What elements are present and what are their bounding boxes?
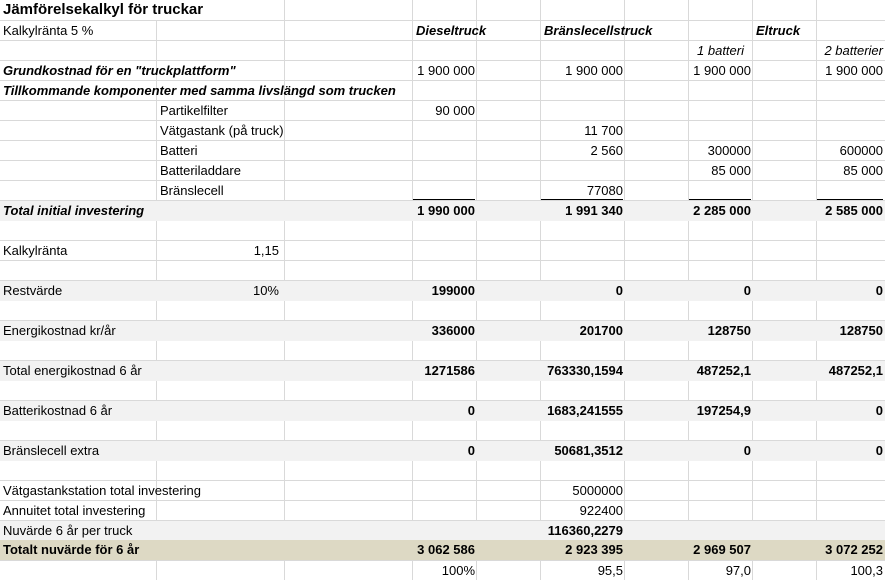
value-branslecell-extra-el2: 0 (875, 443, 883, 458)
row-label-tillkommande: Tillkommande komponenter med samma livslängd som trucken (3, 83, 396, 98)
value-totalt-nuvarde-bransle: 2 923 395 (565, 542, 623, 557)
value-totalt-nuvarde-el2: 3 072 252 (825, 542, 883, 557)
value-total-initial-diesel: 1 990 000 (417, 203, 475, 218)
value-vatgastank-bransle: 11 700 (584, 123, 623, 138)
value-restvarde-bransle: 0 (615, 283, 623, 298)
row-label-branslecell: Bränslecell (160, 183, 224, 198)
value-branslecell-extra-bransle: 50681,3512 (554, 443, 623, 458)
col-header-el-1: 1 batteri (697, 43, 744, 58)
value-grundkostnad-el1: 1 900 000 (693, 63, 751, 78)
row-label-batteriladdare: Batteriladdare (160, 163, 241, 178)
value-energikostnad-el1: 128750 (707, 323, 751, 338)
sum-underline-el1 (689, 199, 751, 200)
row-label-nuvarde-truck: Nuvärde 6 år per truck (3, 523, 133, 538)
value-procent-el2: 100,3 (850, 563, 883, 578)
value-energikostnad-bransle: 201700 (579, 323, 623, 338)
sum-underline-bransle (541, 199, 623, 200)
value-batteri-el1: 300000 (707, 143, 751, 158)
value-kalkylranta-factor: 1,15 (253, 243, 279, 258)
value-totalt-nuvarde-diesel: 3 062 586 (417, 542, 475, 557)
value-total-energi-bransle: 763330,1594 (547, 363, 623, 378)
value-batterikostnad-diesel: 0 (467, 403, 475, 418)
shade-nuvarde-truck (0, 521, 885, 541)
value-total-initial-el1: 2 285 000 (693, 203, 751, 218)
shade-branslecell-extra (0, 441, 885, 461)
row-label-branslecell-extra: Bränslecell extra (3, 443, 100, 458)
value-batterikostnad-bransle: 1683,241555 (547, 403, 623, 418)
value-nuvarde-truck-bransle: 116360,2279 (547, 523, 623, 538)
value-total-energi-el1: 487252,1 (696, 363, 751, 378)
value-energikostnad-el2: 128750 (839, 323, 883, 338)
col-header-el: Eltruck (756, 23, 801, 38)
value-grundkostnad-el2: 1 900 000 (825, 63, 883, 78)
value-branslecell-extra-el1: 0 (743, 443, 751, 458)
value-annuitet-bransle: 922400 (579, 503, 623, 518)
sum-underline-diesel (413, 199, 475, 200)
row-label-totalt-nuvarde: Totalt nuvärde för 6 år (3, 542, 140, 557)
value-total-energi-diesel: 1271586 (424, 363, 475, 378)
row-label-total-initial: Total initial investering (3, 203, 145, 218)
row-label-annuitet: Annuitet total investering (3, 503, 146, 518)
value-vatgasstation-bransle: 5000000 (572, 483, 623, 498)
col-header-diesel: Dieseltruck (416, 23, 487, 38)
value-procent-el1: 97,0 (725, 563, 751, 578)
row-label-grundkostnad: Grundkostnad för en "truckplattform" (3, 63, 236, 78)
value-procent-diesel: 100% (441, 563, 475, 578)
kalkylranta-header: Kalkylränta 5 % (3, 23, 94, 38)
value-restvarde-el1: 0 (743, 283, 751, 298)
value-partikelfilter-diesel: 90 000 (435, 103, 475, 118)
value-procent-bransle: 95,5 (597, 563, 623, 578)
value-totalt-nuvarde-el1: 2 969 507 (693, 542, 751, 557)
value-batteri-bransle: 2 560 (590, 143, 623, 158)
row-label-batteri: Batteri (160, 143, 198, 158)
value-restvarde-factor: 10% (252, 283, 279, 298)
value-energikostnad-diesel: 336000 (431, 323, 475, 338)
row-label-total-energi: Total energikostnad 6 år (3, 363, 142, 378)
value-batteriladdare-el1: 85 000 (711, 163, 751, 178)
sheet-title: Jämförelsekalkyl för truckar (3, 1, 204, 18)
value-restvarde-el2: 0 (875, 283, 883, 298)
value-batterikostnad-el1: 197254,9 (696, 403, 751, 418)
row-label-batterikostnad: Batterikostnad 6 år (3, 403, 113, 418)
value-grundkostnad-diesel: 1 900 000 (417, 63, 475, 78)
value-grundkostnad-bransle: 1 900 000 (565, 63, 623, 78)
value-total-initial-el2: 2 585 000 (825, 203, 883, 218)
row-label-vatgasstation: Vätgastankstation total investering (3, 483, 202, 498)
row-label-restvarde: Restvärde (3, 283, 63, 298)
shade-batterikostnad (0, 401, 885, 421)
value-restvarde-diesel: 199000 (431, 283, 475, 298)
sum-underline-el2 (817, 199, 883, 200)
value-branslecell-extra-diesel: 0 (467, 443, 475, 458)
value-branslecell-bransle: 77080 (586, 183, 623, 198)
value-batterikostnad-el2: 0 (875, 403, 883, 418)
col-header-el-2: 2 batterier (824, 43, 883, 58)
row-label-partikelfilter: Partikelfilter (160, 103, 228, 118)
col-header-bransle: Bränslecellstruck (544, 23, 653, 38)
value-batteri-el2: 600000 (839, 143, 883, 158)
row-label-energikostnad: Energikostnad kr/år (3, 323, 116, 338)
value-batteriladdare-el2: 85 000 (843, 163, 883, 178)
value-total-initial-bransle: 1 991 340 (565, 203, 623, 218)
row-label-vatgastank: Vätgastank (på truck) (160, 123, 284, 138)
row-label-kalkylranta: Kalkylränta (3, 243, 68, 258)
value-total-energi-el2: 487252,1 (828, 363, 883, 378)
